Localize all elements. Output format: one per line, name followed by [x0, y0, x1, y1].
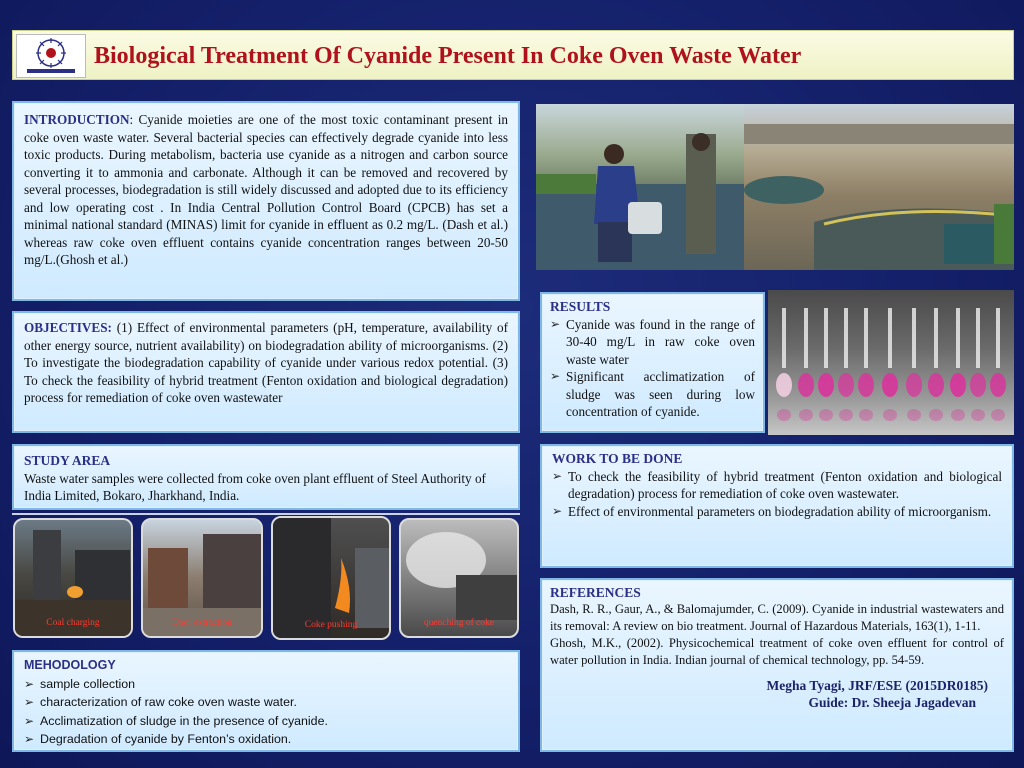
work-item: ➢ Effect of environmental parameters on biodegradation ability of microorganism.: [552, 503, 1002, 521]
methodology-item: ➢ Degradation of cyanide by Fenton’s oxidation.: [24, 730, 508, 749]
test-tube: [776, 308, 792, 421]
methodology-item: ➢ characterization of raw coke oven waste water.: [24, 693, 508, 712]
photo-field-sampling: [536, 104, 744, 270]
objectives-heading: OBJECTIVES:: [24, 320, 112, 335]
test-tube: [882, 308, 898, 421]
test-tube: [970, 308, 986, 421]
methodology-heading: MEHODOLOGY: [24, 658, 116, 672]
photo-treatment-plant: [744, 104, 1014, 270]
test-tube: [798, 308, 814, 421]
photo-coal-charging: [13, 518, 133, 638]
study-area-heading: STUDY AREA: [24, 453, 111, 468]
reference-item: Dash, R. R., Gaur, A., & Balomajumder, C. (2009). Cyanide in industrial wastewaters and its removal: A review on bio treatment. Journal of Hazardous Materials, 163(1), 1-11.: [550, 602, 1004, 633]
photo-caption: Coke pushing: [304, 620, 358, 630]
results-item: ➢ Significant acclimatization of sludge was seen during low concentration of cyanide.: [550, 368, 755, 421]
test-tube: [838, 308, 854, 421]
references-heading: REFERENCES: [550, 585, 641, 600]
photo-caption: Door extraction: [172, 618, 232, 628]
section-divider: [12, 513, 520, 515]
objectives-text: (1) Effect of environmental parameters (pH, temperature, availability of other energy source, nutrient availability) on biodegradation ability of microorganisms. (2) To investigate the biodegradation capability of cyanide under various redox potential. (3) To check the feasibility of hybrid treatment (Fenton oxidation and biological degradation) process for remediation of coke oven wastewater: [24, 320, 508, 405]
introduction-panel: [12, 101, 520, 301]
methodology-item: ➢ sample collection: [24, 675, 508, 694]
introduction-heading: INTRODUCTION: [24, 112, 130, 127]
photo-caption: Coal charging: [46, 618, 100, 628]
test-tube: [990, 308, 1006, 421]
work-to-be-done-panel: [540, 444, 1014, 568]
poster-title: Biological Treatment Of Cyanide Present In Coke Oven Waste Water: [94, 43, 802, 69]
test-tube: [950, 308, 966, 421]
test-tube: [818, 308, 834, 421]
results-item: ➢ Cyanide was found in the range of 30-40 mg/L in raw coke oven waste water: [550, 316, 755, 369]
reference-item: Ghosh, M.K., (2002). Physicochemical treatment of coke oven effluent for control of water pollution in India. Indian journal of chemical technology, pp. 54-59.: [550, 636, 1004, 667]
photo-caption: quenching of coke: [423, 618, 495, 628]
guide-line: Guide: Dr. Sheeja Jagadevan: [808, 695, 976, 710]
photo-quenching: [399, 518, 519, 638]
author-line: Megha Tyagi, JRF/ESE (2015DR0185): [766, 678, 988, 693]
methodology-panel: [12, 650, 520, 752]
test-tubes-graphic: [768, 290, 1014, 435]
results-heading: RESULTS: [550, 299, 611, 314]
photo-coke-pushing: [271, 516, 391, 640]
methodology-item: ➢ Acclimatization of sludge in the presence of cyanide.: [24, 712, 508, 731]
results-panel: [540, 292, 765, 433]
test-tube: [928, 308, 944, 421]
study-area-text: Waste water samples were collected from coke oven plant effluent of Steel Authority of India Limited, Bokaro, Jharkhand, India.: [24, 470, 486, 503]
references-panel: [540, 578, 1014, 752]
work-heading: WORK TO BE DONE: [552, 451, 683, 466]
study-area-panel: [12, 444, 520, 510]
photo-test-tubes: [768, 290, 1014, 435]
test-tube: [858, 308, 874, 421]
introduction-text: : Cyanide moieties are one of the most toxic contaminant present in coke oven waste water. Several bacterial species can effectively degrade cyanide into less toxic products. During metabolism, bacteria use cyanide as a nitrogen and carbon source converting it to ammonia and carbonate. Although it can be removed and recovered by several processes, biodegradation is still widely discussed and adopted due to its efficiency and low operating cost . In India Central Pollution Control Board (CPCB) has set a minimal national standard (MINAS) limit for cyanide in effluent as 0.2 mg/L. (Dash et al.) whereas raw coke oven effluent contains cyanide concentration ranges between 20-50 mg/L.(Ghosh et al.): [24, 112, 508, 267]
institute-logo: [16, 34, 86, 78]
work-item: ➢ To check the feasibility of hybrid treatment (Fenton oxidation and biological degradation) process for remediation of coke oven wastewater.: [552, 468, 1002, 503]
objectives-panel: [12, 311, 520, 433]
test-tube: [906, 308, 922, 421]
photo-door-extraction: [141, 518, 263, 638]
